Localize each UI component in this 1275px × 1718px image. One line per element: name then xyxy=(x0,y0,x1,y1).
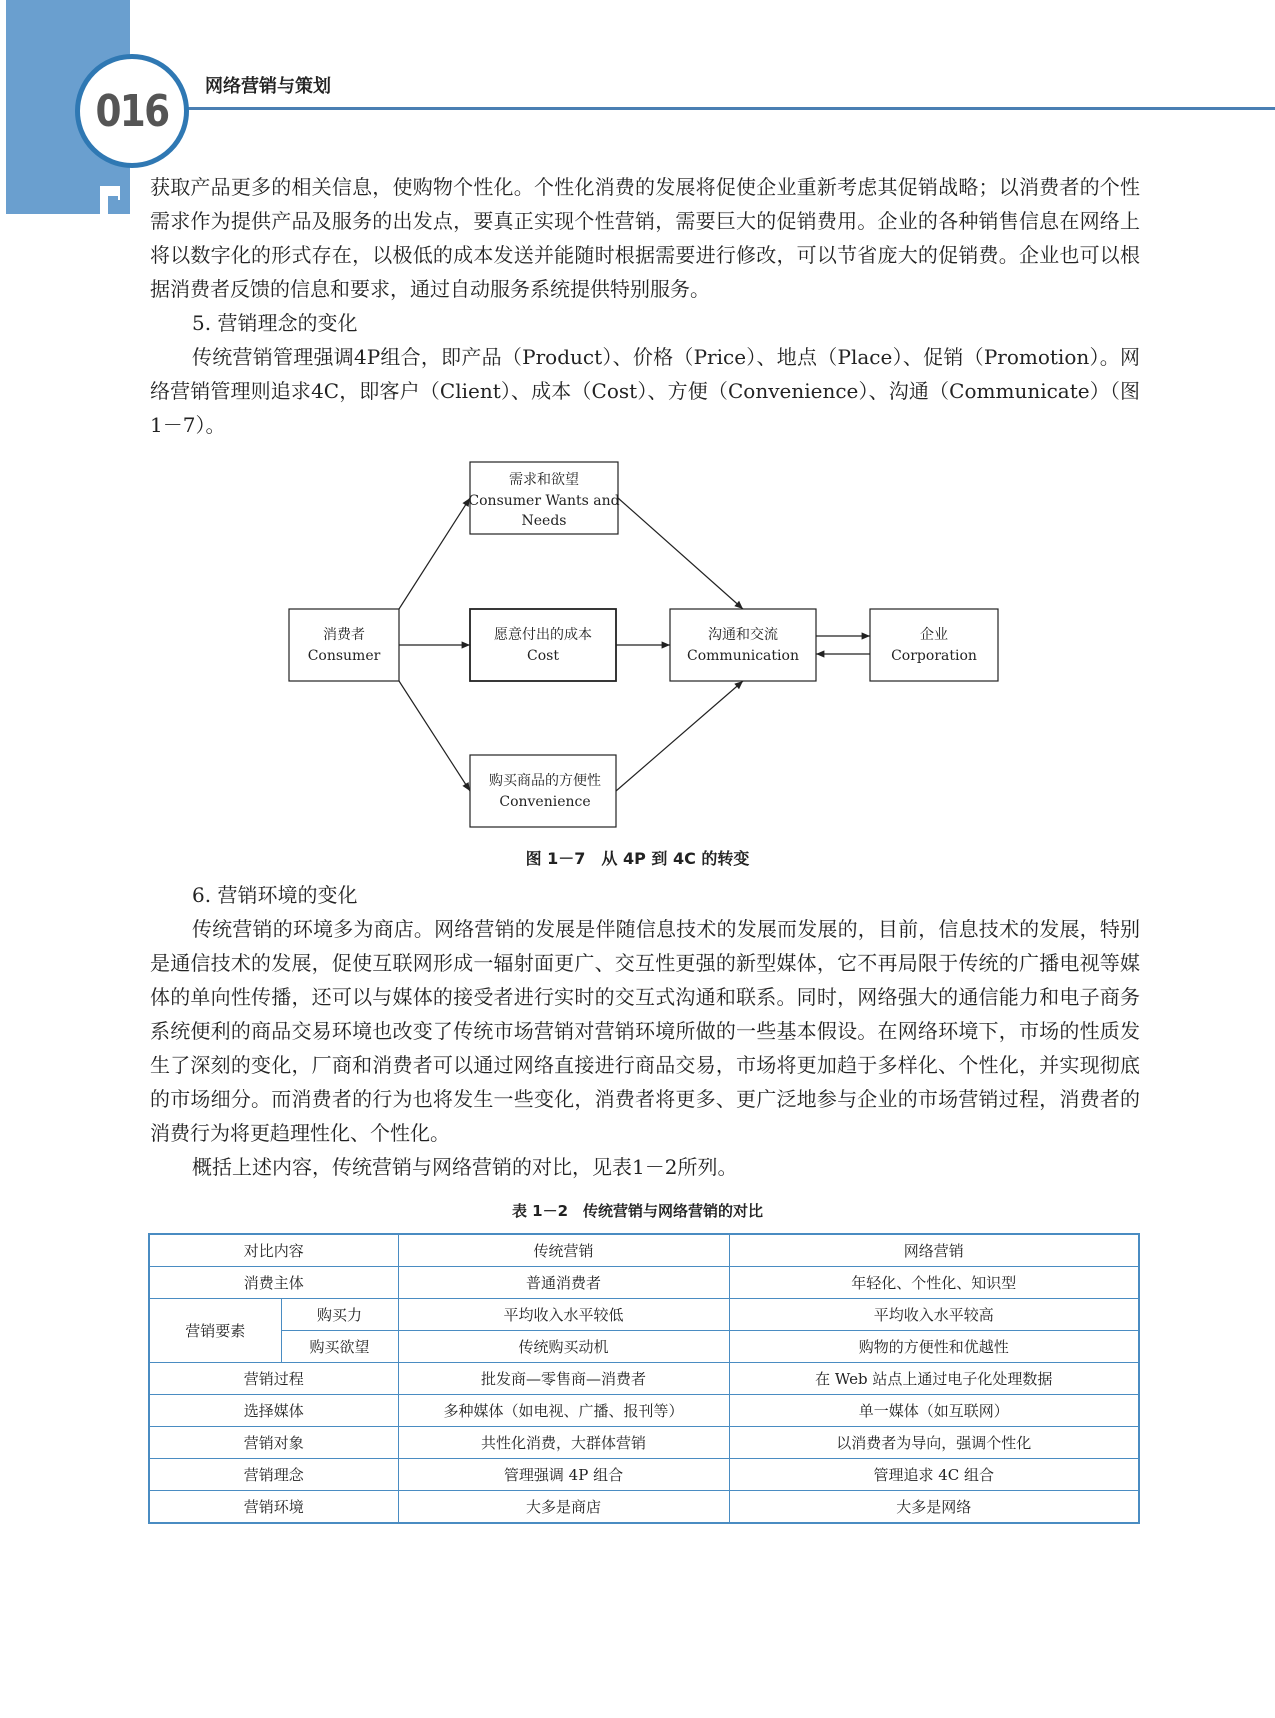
table-row xyxy=(149,1427,1139,1459)
header-rule xyxy=(180,107,1275,110)
cell: 普通消费者 xyxy=(398,1267,729,1299)
label: Communication xyxy=(687,648,799,664)
label: Convenience xyxy=(499,794,591,810)
comparison-table xyxy=(148,1233,1140,1524)
cell: 购买力 xyxy=(281,1299,398,1331)
cell: 消费主体 xyxy=(149,1267,398,1299)
cell: 批发商—零售商—消费者 xyxy=(398,1363,729,1395)
cell: 在 Web 站点上通过电子化处理数据 xyxy=(729,1363,1139,1395)
figure-4p-to-4c xyxy=(0,450,1275,850)
paragraph-text: 获取产品更多的相关信息，使购物个性化。个性化消费的发展将促使企业重新考虑其促销战略；以消费者的个性需求作为提供产品及服务的出发点，要真正实现个性营销，需要巨大的促销费用。企业的各种销售信息在网络上将以数字化的形式存在，以极低的成本发送并能随时根据需要进行修改，可以节省庞大的促销费。企业也可以根据消费者反馈的信息和要求，通过自动服务系统提供特别服务。 xyxy=(150,175,1140,301)
cell: 对比内容 xyxy=(149,1234,398,1267)
label: Cost xyxy=(527,648,559,664)
cell: 大多是网络 xyxy=(729,1491,1139,1524)
table-caption: 表 1－2 传统营销与网络营销的对比 xyxy=(511,1202,764,1220)
table-row xyxy=(149,1395,1139,1427)
running-title: 网络营销与策划 xyxy=(205,76,331,97)
cell: 选择媒体 xyxy=(149,1395,398,1427)
label: 愿意付出的成本 xyxy=(494,627,592,643)
cell: 平均收入水平较高 xyxy=(729,1299,1139,1331)
cell: 大多是商店 xyxy=(398,1491,729,1524)
paragraph-text: 传统营销的环境多为商店。网络营销的发展是伴随信息技术的发展而发展的，目前，信息技术的发展，特别是通信技术的发展，促使互联网形成一辐射面更广、交互性更强的新型媒体，它不再局限于传统的广播电视等媒体的单向性传播，还可以与媒体的接受者进行实时的交互式沟通和联系。同时，网络强大的通信能力和电子商务系统便利的商品交易环境也改变了传统市场营销对营销环境所做的一些基本假设。在网络环境下，市场的性质发生了深刻的变化，厂商和消费者可以通过网络直接进行商品交易，市场将更加趋于多样化、个性化，并实现彻底的市场细分。而消费者的行为也将发生一些变化，消费者将更多、更广泛地参与企业的市场营销过程，消费者的消费行为将更趋理性化、个性化。 xyxy=(150,917,1140,1145)
page-number: 016 xyxy=(95,85,169,137)
cell: 营销过程 xyxy=(149,1363,398,1395)
cell: 多种媒体（如电视、广播、报刊等） xyxy=(398,1395,729,1427)
label: 购买商品的方便性 xyxy=(489,773,601,789)
page-number-badge xyxy=(75,54,189,168)
cell: 营销理念 xyxy=(149,1459,398,1491)
paragraph-text: 传统营销管理强调4P组合，即产品（Product）、价格（Price）、地点（Place）、促销（Promotion）。网络营销管理则追求4C，即客户（Client）、成本（Cost）、方便（Convenience）、沟通（Communicate）（图1－7）。 xyxy=(150,345,1140,437)
cell: 传统营销 xyxy=(398,1234,729,1267)
section-heading: 6. 营销环境的变化 xyxy=(192,883,358,907)
table-row xyxy=(149,1363,1139,1395)
cell: 传统购买动机 xyxy=(398,1331,729,1363)
cell: 管理追求 4C 组合 xyxy=(729,1459,1139,1491)
figure-caption: 图 1－7 从 4P 到 4C 的转变 xyxy=(525,849,750,868)
table-row xyxy=(149,1331,1139,1363)
label: Consumer Wants and xyxy=(468,493,620,509)
box-communication xyxy=(670,609,816,681)
label: 沟通和交流 xyxy=(708,627,778,643)
cell: 营销对象 xyxy=(149,1427,398,1459)
label: Consumer xyxy=(307,648,381,664)
cell: 购买欲望 xyxy=(281,1331,398,1363)
cell: 管理强调 4P 组合 xyxy=(398,1459,729,1491)
table-row xyxy=(149,1491,1139,1524)
arrow xyxy=(616,681,743,791)
decor-square xyxy=(108,196,118,206)
table-row xyxy=(149,1299,1139,1331)
box-corporation xyxy=(870,609,998,681)
cell: 营销环境 xyxy=(149,1491,398,1524)
decor-square xyxy=(100,200,108,214)
label: 需求和欲望 xyxy=(509,472,579,488)
table-row xyxy=(149,1459,1139,1491)
arrow xyxy=(399,681,470,791)
cell: 以消费者为导向，强调个性化 xyxy=(729,1427,1139,1459)
section6 xyxy=(150,878,1140,1184)
box-convenience xyxy=(470,755,616,827)
label: 企业 xyxy=(920,627,948,643)
cell: 共性化消费，大群体营销 xyxy=(398,1427,729,1459)
cell: 网络营销 xyxy=(729,1234,1139,1267)
label: Needs xyxy=(521,513,567,529)
cell: 平均收入水平较低 xyxy=(398,1299,729,1331)
arrow xyxy=(399,498,470,609)
paragraph-text: 概括上述内容，传统营销与网络营销的对比，见表1－2所列。 xyxy=(192,1155,738,1179)
cell: 营销要素 xyxy=(149,1299,281,1363)
table-header xyxy=(149,1234,1139,1267)
table-row xyxy=(149,1267,1139,1299)
box-cost xyxy=(470,609,616,681)
cell: 单一媒体（如互联网） xyxy=(729,1395,1139,1427)
arrow xyxy=(618,498,743,609)
box-consumer xyxy=(289,609,399,681)
section-heading: 5. 营销理念的变化 xyxy=(192,311,358,335)
cell: 年轻化、个性化、知识型 xyxy=(729,1267,1139,1299)
intro-paragraph xyxy=(150,170,1140,442)
label: 消费者 xyxy=(323,627,365,643)
label: Corporation xyxy=(891,648,977,664)
cell: 购物的方便性和优越性 xyxy=(729,1331,1139,1363)
